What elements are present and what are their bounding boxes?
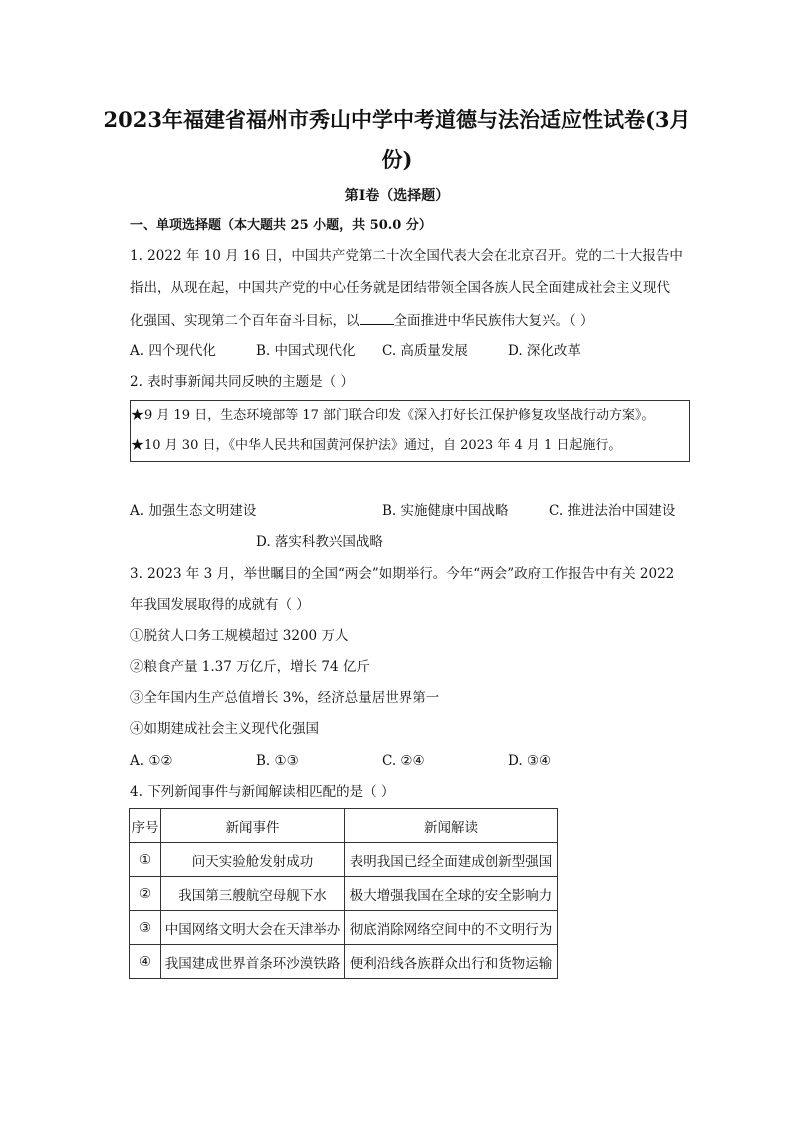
q1-line3 bbox=[130, 310, 594, 331]
table-cell: ② bbox=[130, 877, 161, 911]
q1-blank bbox=[360, 310, 394, 325]
table-header-cell: 新闻解读 bbox=[345, 809, 558, 843]
q3-item-4: ④如期建成社会主义现代化强国 bbox=[130, 721, 319, 737]
q1-option-a: A. 四个现代化 bbox=[130, 343, 216, 359]
q3-line1: 3. 2023 年 3 月，举世瞩目的全国“两会”如期举行。今年“两会”政府工作报告中有关 2022 bbox=[130, 566, 675, 582]
table-header-row bbox=[130, 809, 558, 843]
q3-line2: 年我国发展取得的成就有（ ） bbox=[130, 597, 310, 613]
table-cell: ③ bbox=[130, 911, 161, 945]
exam-title bbox=[100, 100, 694, 180]
exam-title-line2: 份) bbox=[381, 147, 413, 172]
q2-news-item-1: ★9 月 19 日，生态环境部等 17 部门联合印发《深入打好长江保护修复攻坚战行动方案》。 bbox=[131, 408, 655, 423]
table-cell: ④ bbox=[130, 945, 161, 979]
q2-stem: 2. 表时事新闻共同反映的主题是（ ） bbox=[130, 374, 354, 390]
q3-item-3: ③全年国内生产总值增长 3%，经济总量居世界第一 bbox=[130, 690, 440, 706]
q1-option-b: B. 中国式现代化 bbox=[256, 343, 356, 359]
q4-table bbox=[129, 808, 558, 979]
table-header-cell: 序号 bbox=[130, 809, 161, 843]
volume-heading: 第I卷（选择题） bbox=[344, 188, 450, 204]
exam-title-line1: 2023年福建省福州市秀山中学中考道德与法治适应性试卷(3月 bbox=[103, 107, 691, 132]
q2-option-b: B. 实施健康中国战略 bbox=[382, 503, 509, 519]
q1-line3-b: 全面推进中华民族伟大复兴。（ ） bbox=[393, 313, 594, 329]
table-cell: 极大增强我国在全球的安全影响力 bbox=[345, 877, 558, 911]
q2-news-box bbox=[130, 400, 690, 462]
q2-news-item-2: ★10 月 30 日，《中华人民共和国黄河保护法》通过，自 2023 年 4 月 1 日起施行。 bbox=[131, 438, 622, 453]
table-cell: 便利沿线各族群众出行和货物运输 bbox=[345, 945, 558, 979]
q3-option-d: D. ③④ bbox=[508, 753, 552, 769]
table-cell: 表明我国已经全面建成创新型强国 bbox=[345, 843, 558, 877]
table-cell: ① bbox=[130, 843, 161, 877]
table-cell: 问天实验舱发射成功 bbox=[161, 843, 345, 877]
q3-item-2: ②粮食产量 1.37 万亿斤，增长 74 亿斤 bbox=[130, 659, 370, 675]
q1-option-d: D. 深化改革 bbox=[508, 343, 581, 359]
table-cell: 彻底消除网络空间中的不文明行为 bbox=[345, 911, 558, 945]
q1-line3-a: 化强国、实现第二个百年奋斗目标，以 bbox=[130, 313, 360, 329]
table-row bbox=[130, 945, 558, 979]
q1-option-c: C. 高质量发展 bbox=[382, 343, 468, 359]
q2-option-d: D. 落实科教兴国战略 bbox=[256, 534, 383, 550]
table-cell: 中国网络文明大会在天津举办 bbox=[161, 911, 345, 945]
table-row bbox=[130, 911, 558, 945]
q2-option-c: C. 推进法治中国建设 bbox=[549, 503, 676, 519]
table-row bbox=[130, 877, 558, 911]
table-header-cell: 新闻事件 bbox=[161, 809, 345, 843]
table-row bbox=[130, 843, 558, 877]
q3-item-1: ①脱贫人口务工规模超过 3200 万人 bbox=[130, 628, 349, 644]
q1-line2: 指出，从现在起，中国共产党的中心任务就是团结带领全国各族人民全面建成社会主义现代 bbox=[130, 280, 670, 296]
section-heading: 一、单项选择题（本大题共 25 小题，共 50.0 分） bbox=[130, 218, 432, 233]
q2-option-a: A. 加强生态文明建设 bbox=[130, 503, 257, 519]
table-cell: 我国建成世界首条环沙漠铁路 bbox=[161, 945, 345, 979]
q3-option-c: C. ②④ bbox=[382, 753, 425, 769]
table-cell: 我国第三艘航空母舰下水 bbox=[161, 877, 345, 911]
q4-stem: 4. 下列新闻事件与新闻解读相匹配的是（ ） bbox=[130, 784, 395, 800]
q1-line1: 1. 2022 年 10 月 16 日，中国共产党第二十次全国代表大会在北京召开。党的二十大报告中 bbox=[130, 248, 683, 264]
q3-option-b: B. ①③ bbox=[256, 753, 299, 769]
q3-option-a: A. ①② bbox=[130, 753, 173, 769]
